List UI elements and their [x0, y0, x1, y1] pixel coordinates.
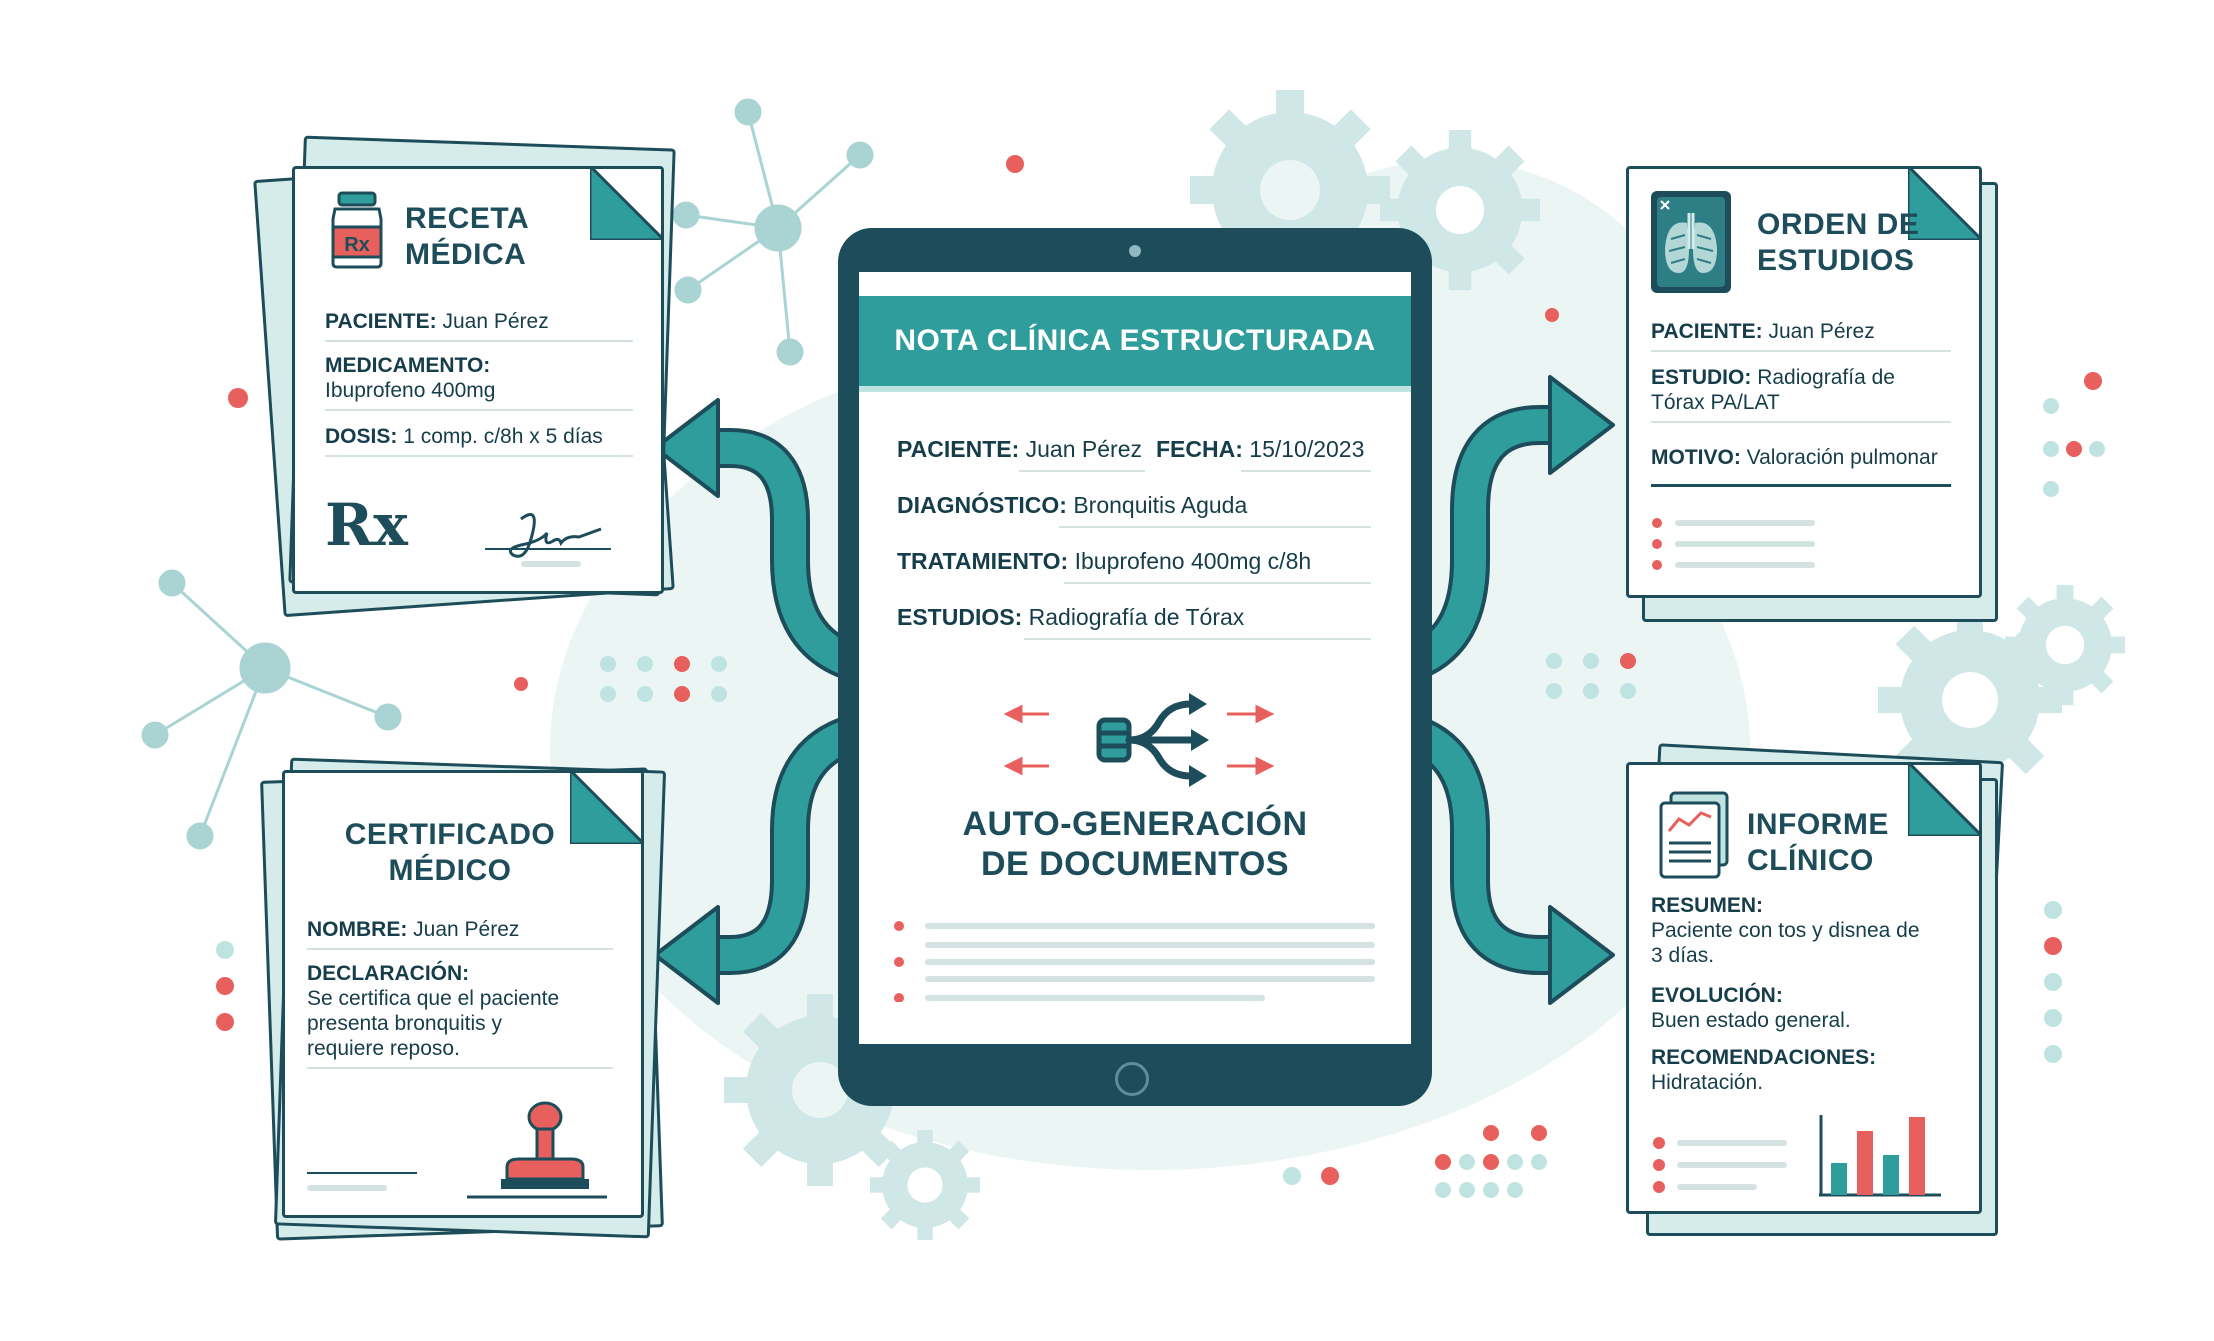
chest-xray-icon	[1649, 189, 1733, 295]
certificado-declaracion: DECLARACIÓN: Se certifica que el paciente presenta bronquitis y requiere reposo.	[307, 961, 613, 1069]
page-fold	[590, 166, 664, 240]
certificado-title: CERTIFICADO MÉDICO	[344, 818, 556, 887]
informe-resumen: RESUMEN: Paciente con tos y disnea de 3 días.	[1651, 894, 1920, 967]
informe-recomendaciones: RECOMENDACIONES: Hidratación.	[1651, 1046, 1877, 1094]
informe-clinico-card	[1620, 752, 1998, 1240]
receta-medica-card	[268, 146, 668, 620]
bar-chart-graphic	[1651, 1105, 1971, 1205]
tablet-device	[838, 228, 1432, 1106]
signature-icon	[481, 499, 621, 579]
informe-evolucion: EVOLUCIÓN: Buen estado general.	[1651, 984, 1851, 1032]
chart-report-icon	[1657, 791, 1733, 881]
certificado-nombre: NOMBRE: Juan Pérez	[307, 917, 613, 950]
orden-motivo: MOTIVO: Valoración pulmonar	[1651, 445, 1951, 487]
receta-medicamento: MEDICAMENTO: Ibuprofeno 400mg	[325, 353, 633, 411]
tablet-screen	[859, 272, 1411, 1044]
orden-estudios-card	[1620, 160, 1998, 622]
page-fold	[1908, 762, 1982, 836]
receta-paciente: PACIENTE: Juan Pérez	[325, 309, 633, 342]
rx-symbol-icon: Rx	[325, 491, 408, 559]
orden-estudio: ESTUDIO: Radiografía de Tórax PA/LAT	[1651, 365, 1951, 423]
placeholder-lines	[1651, 515, 1851, 575]
pill-bottle-icon	[329, 191, 385, 269]
bottle-rx-label: Rx	[344, 234, 370, 256]
informe-title: INFORME CLÍNICO	[1747, 808, 1889, 877]
nota-field-fecha: FECHA: 15/10/2023	[1156, 436, 1365, 462]
nota-field-tratamiento: TRATAMIENTO: Ibuprofeno 400mg c/8h	[897, 548, 1312, 574]
nota-field-paciente: PACIENTE: Juan Pérez	[897, 436, 1142, 462]
database-icon	[1099, 720, 1129, 760]
nota-clinica-title: NOTA CLÍNICA ESTRUCTURADA	[894, 324, 1376, 357]
receta-dosis: DOSIS: 1 comp. c/8h x 5 días	[325, 424, 633, 457]
tablet-camera	[1129, 245, 1141, 257]
stamp-icon	[307, 1093, 627, 1205]
branch-arrows-icon	[979, 662, 1299, 792]
autogeneracion-heading: AUTO-GENERACIÓN DE DOCUMENTOS	[962, 805, 1308, 883]
receta-title: RECETA MÉDICA	[405, 202, 530, 271]
nota-field-estudios: ESTUDIOS: Radiografía de Tórax	[897, 604, 1245, 630]
orden-paciente: PACIENTE: Juan Pérez	[1651, 319, 1951, 352]
certificado-medico-card	[268, 760, 668, 1250]
tablet-home-button[interactable]	[1115, 1062, 1149, 1096]
nota-field-diagnostico: DIAGNÓSTICO: Bronquitis Aguda	[897, 492, 1248, 518]
orden-title: ORDEN DE ESTUDIOS	[1757, 208, 1920, 277]
nota-clinica-header	[859, 296, 1411, 386]
placeholder-lines	[889, 912, 1389, 1002]
